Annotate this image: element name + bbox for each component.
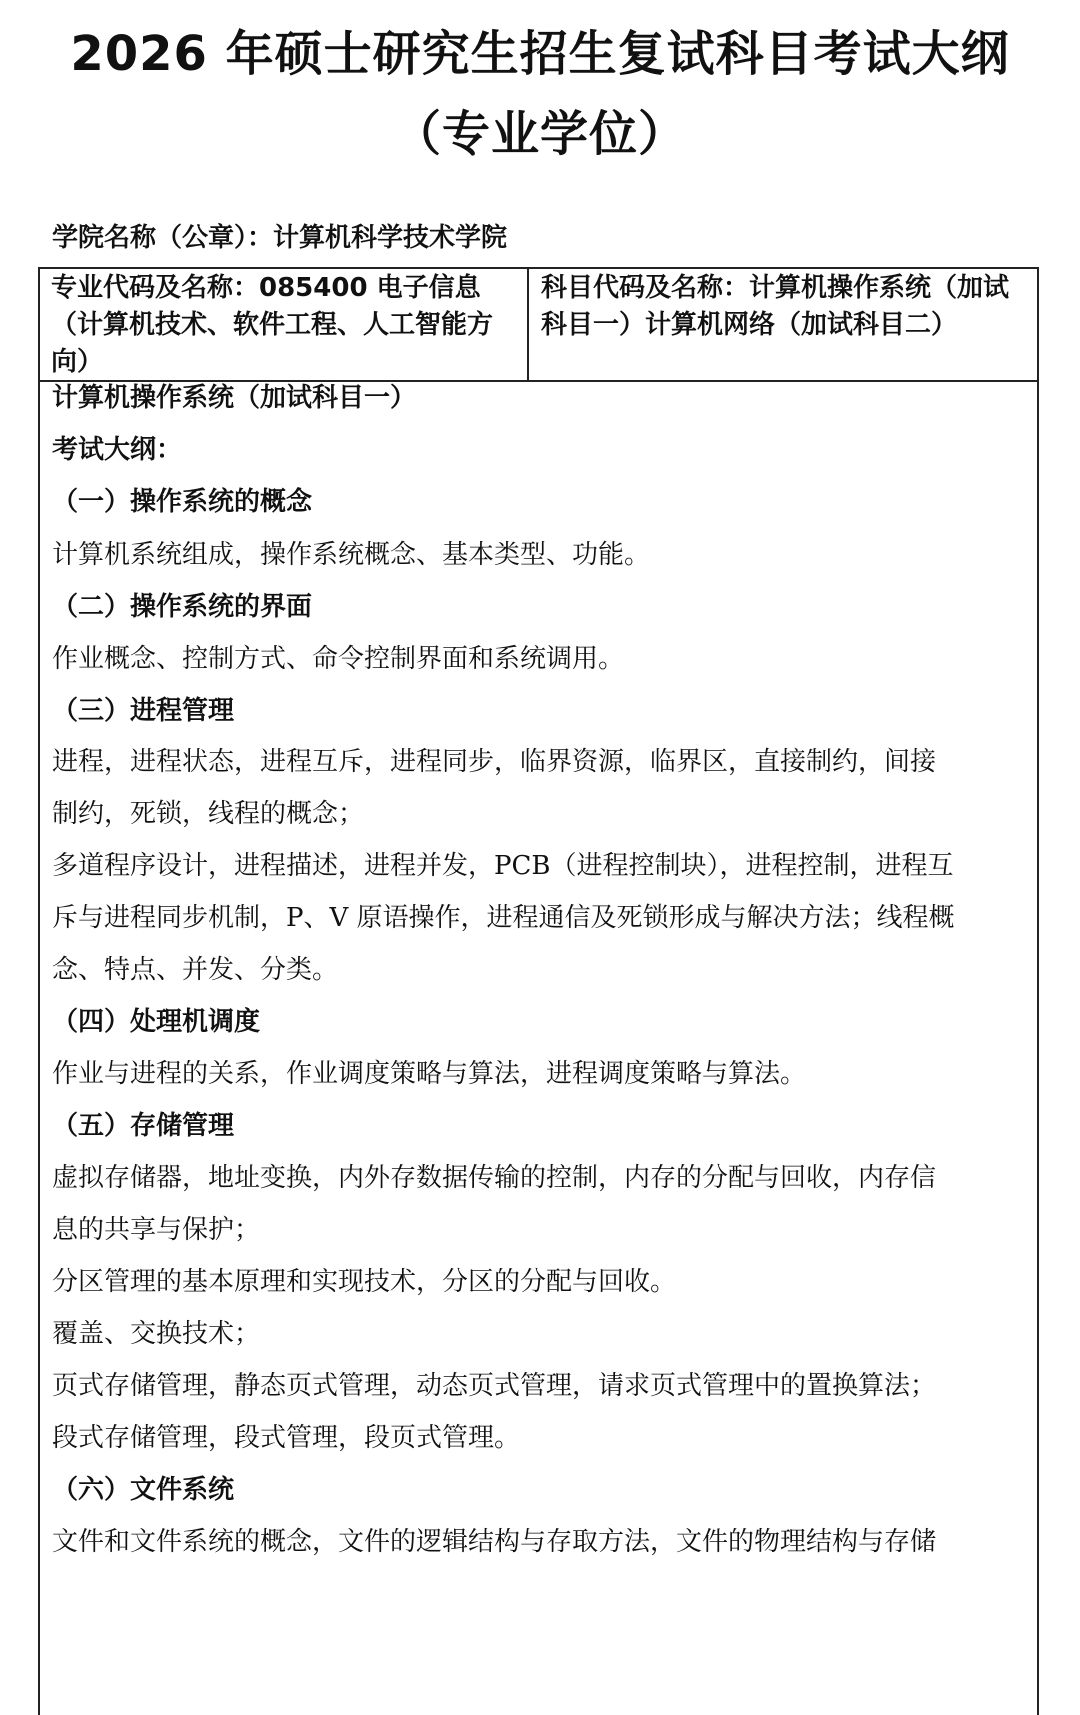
syllabus-text-line: 作业与进程的关系，作业调度策略与算法，进程调度策略与算法。	[52, 1059, 807, 1089]
syllabus-text-line: 页式存储管理，静态页式管理，动态页式管理，请求页式管理中的置换算法；	[52, 1371, 937, 1401]
syllabus-text-line: 计算机系统组成，操作系统概念、基本类型、功能。	[52, 540, 651, 570]
page-title: 2026 年硕士研究生招生复试科目考试大纲	[70, 26, 1010, 82]
section-heading: 计算机操作系统（加试科目一）	[52, 383, 417, 413]
syllabus-text-line: 段式存储管理，段式管理，段页式管理。	[52, 1423, 521, 1453]
section-heading: （三）进程管理	[52, 696, 235, 726]
syllabus-text-line: 念、特点、并发、分类。	[52, 955, 339, 985]
syllabus-text-line: 虚拟存储器，地址变换，内外存数据传输的控制，内存的分配与回收，内存信	[52, 1163, 937, 1193]
section-heading: （四）处理机调度	[52, 1007, 261, 1037]
syllabus-text-line: 息的共享与保护；	[52, 1215, 261, 1245]
section-heading: 考试大纲：	[52, 435, 183, 465]
section-heading: （六）文件系统	[52, 1475, 235, 1505]
column-divider	[527, 267, 529, 380]
page-subtitle: （专业学位）	[392, 106, 687, 162]
section-heading: （一）操作系统的概念	[52, 487, 313, 517]
syllabus-text-line: 进程，进程状态，进程互斥，进程同步，临界资源，临界区，直接制约，间接	[52, 747, 937, 777]
table-header-row	[38, 267, 1039, 382]
syllabus-text-line: 文件和文件系统的概念，文件的逻辑结构与存取方法，文件的物理结构与存储	[52, 1527, 937, 1557]
section-heading: （二）操作系统的界面	[52, 592, 313, 622]
major-code-cell: 专业代码及名称：085400 电子信息（计算机技术、软件工程、人工智能方向）	[51, 273, 494, 377]
syllabus-text-line: 作业概念、控制方式、命令控制界面和系统调用。	[52, 644, 625, 674]
syllabus-text-line: 分区管理的基本原理和实现技术，分区的分配与回收。	[52, 1267, 677, 1297]
syllabus-text-line: 多道程序设计，进程描述，进程并发，PCB（进程控制块），进程控制，进程互	[52, 851, 954, 881]
subject-code-cell: 科目代码及名称：计算机操作系统（加试科目一）计算机网络（加试科目二）	[541, 273, 1010, 340]
syllabus-text-line: 斥与进程同步机制，P、V 原语操作，进程通信及死锁形成与解决方法；线程概	[52, 903, 955, 933]
section-heading: （五）存储管理	[52, 1111, 235, 1141]
syllabus-text-line: 覆盖、交换技术；	[52, 1319, 261, 1349]
syllabus-text-line: 制约，死锁，线程的概念；	[52, 799, 365, 829]
college-name: 学院名称（公章）：计算机科学技术学院	[52, 223, 508, 253]
